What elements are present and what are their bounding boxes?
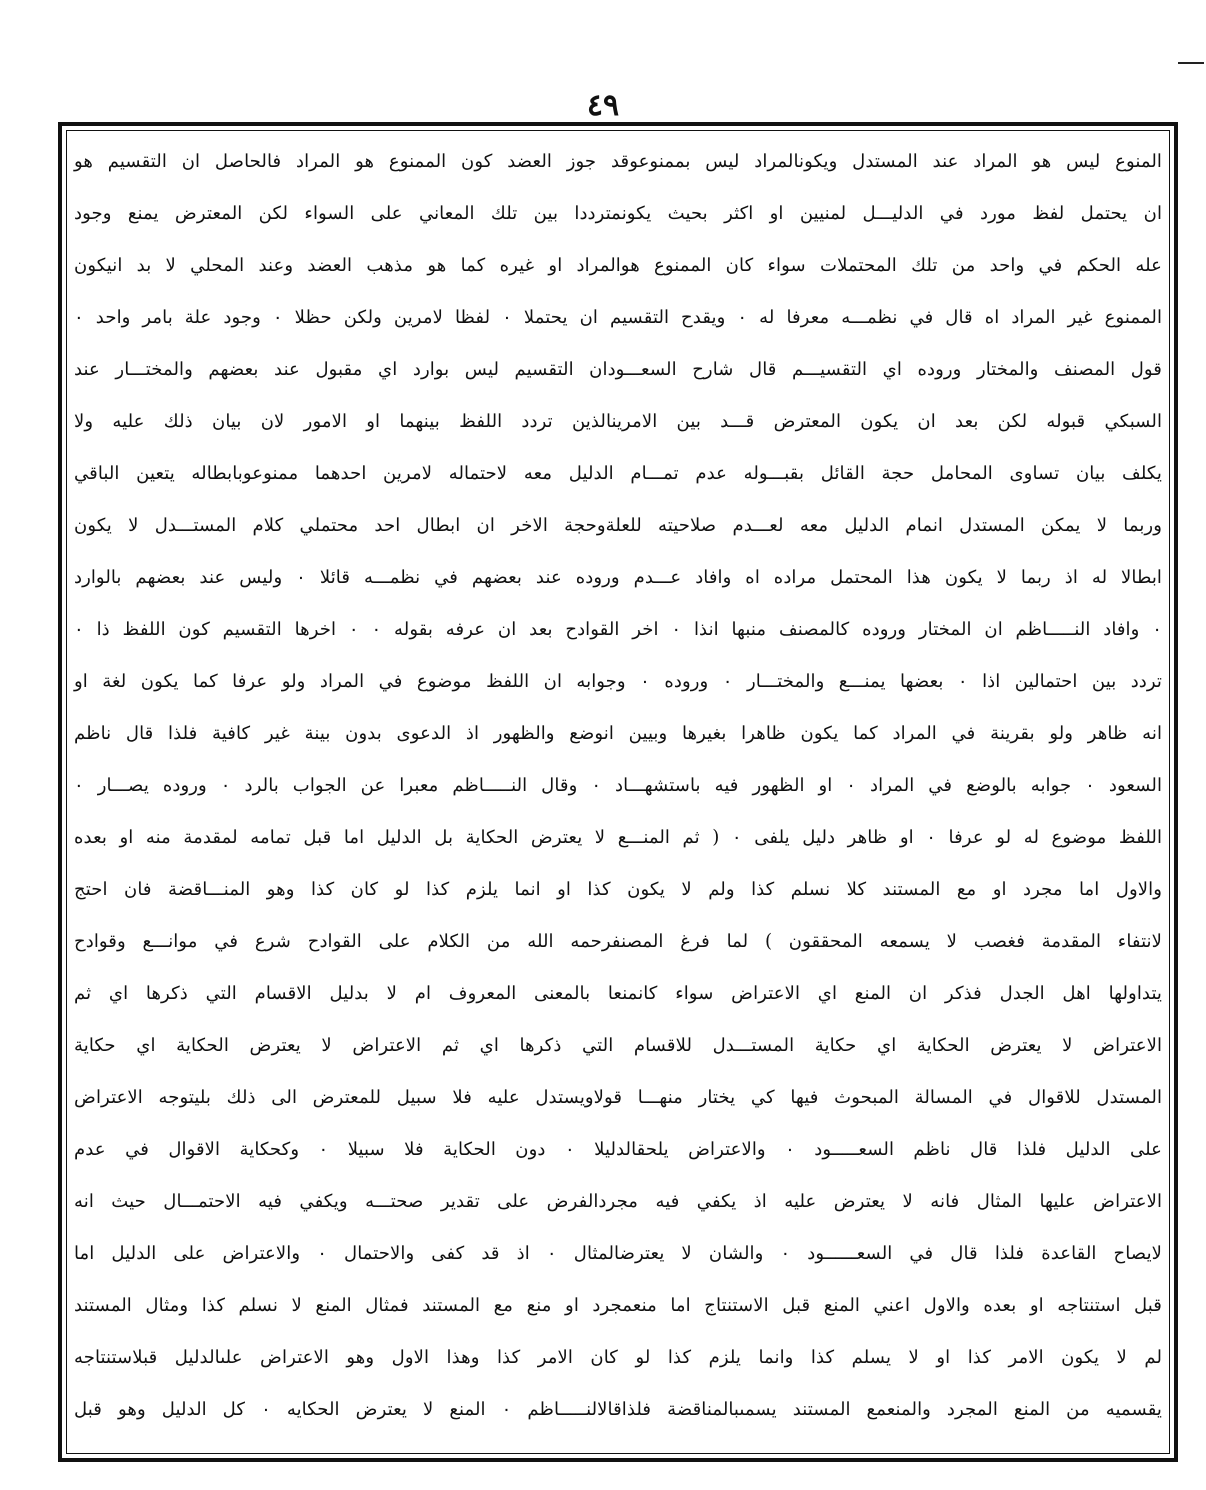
text-line: ان يحتمل لفظ مورد في الدليـــل لمنيين او اكثر بحيث يكونمترددا بين تلك المعاني على السواء لكن المعترض يمنع وجود [74,203,1162,224]
text-line: تردد بين احتمالين اذا ٠ بعضها يمنـــع والمختـــار ٠ وروده ٠ وجوابه ان اللفظ موضوع في المراد ولو عرفا كما يكون لغة او [74,671,1162,692]
text-line: ٠ وافاد النـــــاظم ان المختار وروده كالمصنف منبها انذا ٠ اخر القوادح بعد ان عرفه بقوله ٠ ٠ اخرها التقسيم كون اللفظ ذا ٠ [74,619,1162,640]
text-line: وربما لا يمكن المستدل انمام الدليل معه لعـــدم صلاحيته للعلةوحجة الاخر ان ابطال احد محتملي كلام المستـــدل لا يكون [74,515,1162,536]
text-line: قبل استنتاجه او بعده والاول اعني المنع قبل الاستنتاج اما منعمجرد او منع مع المستند فمثال المنع لا نسلم كذا ومثال المستند [74,1295,1162,1316]
text-line: يتداولها اهل الجدل فذكر ان المنع اي الاعتراض سواء كانمنعا بالمعنى المعروف ام لا بدليل الاقسام التي ذكرها اي ثم [74,983,1162,1004]
text-line: يقسميه من المنع المجرد والمنعمع المستند يسمىبالمناقضة فلذاقالالنـــــاظم ٠ المنع لا يعترض الحكايه ٠ كل الدليل وهو قبل [74,1399,1162,1420]
text-line: قول المصنف والمختار وروده اي التقسيـــم قال شارح السعـــودان التقسيم ليس بوارد اي مقبول عند بعضهم والمختـــار عند [74,359,1162,380]
text-line: الاعتراض لا يعترض الحكاية اي حكاية المستـــدل للاقسام التي ذكرها اي ثم الاعتراض لا يعترض الحكاية اي حكاية [74,1035,1162,1056]
text-line: الاعتراض عليها المثال فانه لا يعترض عليه اذ يكفي فيه مجردالفرض على تقدير صحتـــه ويكفي فيه الاحتمـــال حيث انه [74,1191,1162,1212]
main-text-block [70,134,1166,1450]
text-line: والاول اما مجرد او مع المستند كلا نسلم كذا ولم لا يكون كذا او انما يلزم كذا لو كان كذا وهو المنـــاقضة فان احتج [74,879,1162,900]
text-line: لم لا يكون الامر كذا او لا يسلم كذا وانما يلزم كذا لو كان الامر كذا وهذا الاول وهو الاعتراض علىالدليل قبلاستنتاجه [74,1347,1162,1368]
text-line: السبكي قبوله لكن بعد ان يكون المعترض قـــد بين الامرينالذين تردد اللفظ بينهما او الامور لان بيان ذلك عليه ولا [74,411,1162,432]
text-line: انه ظاهر ولو بقرينة في المراد كما يكون ظاهرا بغيرها وبيين انوضع والظهور اذ الدعوى بدون بينة غير كافية فلذا قال ناظم [74,723,1162,744]
text-line: لانتفاء المقدمة فغصب لا يسمعه المحققون ) لما فرغ المصنفرحمه الله من الكلام على القوادح شرع في موانـــع وقوادح [74,931,1162,952]
text-line: يكلف بيان تساوى المحامل حجة القائل بقبـــوله عدم تمـــام الدليل معه لاحتماله لامرين احدهما ممنوعوبابطاله يتعين الباقي [74,463,1162,484]
text-line: عله الحكم في واحد من تلك المحتملات سواء كان الممنوع هوالمراد او غيره كما هو مذهب العضد وعند المحلي لا بد انيكون [74,255,1162,276]
text-line: لايصاح القاعدة فلذا قال في السعــــــود ٠ والشان لا يعترضالمثال ٠ اذ قد كفى والاحتمال ٠ والاعتراض على الدليل اما [74,1243,1162,1264]
text-line: ابطالا له اذ ربما لا يكون هذا المحتمل مراده اه وافاد عـــدم وروده عند بعضهم في نظمـــه قائلا ٠ وليس عند بعضهم بالوارد [74,567,1162,588]
text-line: على الدليل فلذا قال ناظم السعـــــود ٠ والاعتراض يلحقالدليلا ٠ دون الحكاية فلا سبيلا ٠ وكحكاية الاقوال في عدم [74,1139,1162,1160]
text-line: اللفظ موضوع له لو عرفا ٠ او ظاهر دليل يلفى ٠ ( ثم المنـــع لا يعترض الحكاية بل الدليل اما قبل تمامه لمقدمة منه او بعده [74,827,1163,848]
text-line: الممنوع غير المراد اه قال في نظمـــه معرفا له ٠ ويقدح التقسيم ان يحتملا ٠ لفظا لامرين ولكن حظلا ٠ وجود علة بامر واحد ٠ [74,307,1162,328]
corner-rule-mark [1178,62,1204,64]
text-line: السعود ٠ جوابه بالوضع في المراد ٠ او الظهور فيه باستشهـــاد ٠ وقال النـــــاظم معبرا عن الجواب بالرد ٠ وروده يصـــار ٠ [74,775,1162,796]
text-line: المستدل للاقوال في المسالة المبحوث فيها كي يختار منهـــا قولاويستدل عليه فلا سبيل للمعترض الى ذلك بليتوجه الاعتراض [74,1087,1162,1108]
page-number: ٤٩ [586,88,620,123]
text-line: المنوع ليس هو المراد عند المستدل ويكونالمراد ليس بممنوعوقد جوز العضد كون الممنوع هو المراد فالحاصل ان التقسيم هو [74,151,1162,172]
